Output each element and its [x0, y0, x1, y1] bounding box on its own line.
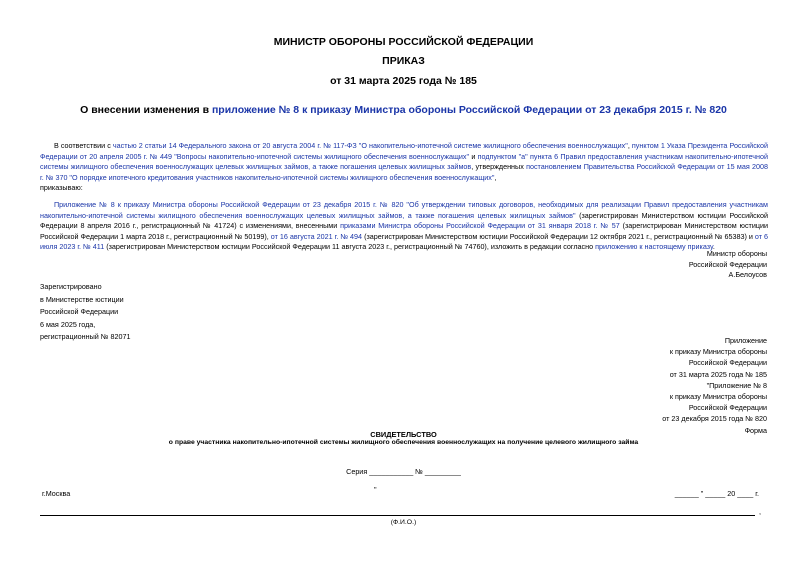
orders-word: приказываю: — [40, 183, 83, 193]
appendix8-link[interactable]: Приложение № 8 к приказу Министра обороны Российской Федерации от 23 декабря 2015 г. № 820 "Об утверждении типовых договоров, необходимых для реализации Правил предоставления участникам накопительно-ипотечной системы жилищного обеспечения военнослужащих целевых жилищных займов, а также погашения целевых жилищных займов" — [40, 200, 768, 220]
order-57-link[interactable]: приказами Министра обороны Российской Федерации от 31 января 2018 г. № 57 — [340, 221, 620, 231]
subject-link[interactable]: приложение № 8 к приказу Министра обороны Российской Федерации от 23 декабря 2015 г. № 820 — [211, 104, 727, 116]
order-494-link[interactable]: от 16 августа 2021 г. № 494 — [270, 231, 363, 241]
fio-underline — [40, 515, 755, 516]
order-paragraph — [40, 200, 768, 253]
signature-name: А.Белоусов — [728, 270, 767, 280]
certificate-title: СВИДЕТЕЛЬСТВО — [370, 430, 437, 439]
rules-link[interactable]: подпунктом "а" пункта 6 Правил предоставления участникам накопительно-ипотечной системы жилищного обеспечения военнослужащих целевых жилищных займов, а также погашения целевых жилищных займов — [40, 151, 768, 172]
resolution-link[interactable]: постановлением Правительства Российской Федерации от 15 мая 2008 г. № 370 "О порядке ипотечного кредитования участников накопительно-ипотечной системы жилищного обеспечения военнослужащих" — [40, 162, 768, 182]
registration-number: регистрационный № 82071 — [40, 332, 131, 342]
certificate-city: г.Москва — [42, 489, 71, 498]
certificate-date-fill: ______ " _____ 20 ____ г. — [674, 489, 759, 498]
preamble-text-5: , — [494, 172, 497, 182]
signature-position-line2: Российской Федерации — [688, 259, 767, 269]
appendix-line5: "Приложение № 8 — [706, 380, 767, 390]
subject-prefix: О внесении изменения в — [80, 104, 212, 116]
appendix-line4: от 31 марта 2025 года № 185 — [669, 369, 767, 379]
document-type: ПРИКАЗ — [382, 55, 425, 67]
appendix-block — [662, 335, 767, 436]
signature-block — [689, 249, 767, 281]
decree-link[interactable]: пунктом 1 Указа Президента Российской Федерации от 20 апреля 2005 г. № 449 "Вопросы накопительно-ипотечной системы жилищного обеспечения военнослужащих" — [40, 141, 769, 161]
registration-block — [40, 281, 130, 344]
appendix-line3: Российской Федерации — [688, 358, 767, 368]
preamble-paragraph — [40, 141, 768, 194]
registration-line3: Российской Федерации — [40, 307, 119, 317]
order-text-5: . — [712, 242, 715, 252]
appendix-line2: к приказу Министра обороны — [669, 347, 767, 357]
preamble-text-3: и — [469, 151, 478, 161]
order-text-3: (зарегистрирован Министерством юстиции Российской Федерации 12 октября 2021 г., регистрационный № 65383) и — [362, 231, 755, 241]
signature-position-line1: Министр обороны — [706, 249, 767, 258]
preamble-text-2: , — [627, 141, 632, 150]
fio-comma: , — [759, 507, 761, 516]
certificate-subtitle: о праве участника накопительно-ипотечной системы жилищного обеспечения военнослужащих на получение целевого жилищного займа — [168, 439, 639, 446]
registration-line1: Зарегистрировано — [40, 282, 102, 291]
registration-line2: в Министерстве юстиции — [40, 294, 124, 304]
official-title: МИНИСТР ОБОРОНЫ РОССИЙСКОЙ ФЕДЕРАЦИИ — [273, 36, 534, 48]
order-411-link[interactable]: от 6 июля 2023 г. № 411 — [40, 231, 768, 252]
order-text-2: (зарегистрирован Министерством юстиции Российской Федерации 1 марта 2018 г., регистрационный № 50199), — [40, 221, 768, 241]
appendix-form-label: Форма — [744, 425, 767, 435]
document-date-number: от 31 марта 2025 года № 185 — [330, 75, 477, 87]
law-link[interactable]: частью 2 статьи 14 Федерального закона от 20 августа 2004 г. № 117-ФЗ "О накопительно-ипотечной системе жилищного обеспечения военнослужащих" — [112, 141, 628, 150]
preamble-text-1: В соответствии с — [54, 141, 113, 150]
appendix-line6: к приказу Министра обороны — [669, 392, 767, 402]
fio-label: (Ф.И.О.) — [390, 519, 417, 526]
appendix-link[interactable]: приложению к настоящему приказу — [595, 242, 713, 252]
appendix-line1: Приложение — [724, 336, 767, 345]
registration-date: 6 мая 2025 года, — [40, 319, 96, 329]
appendix-line8: от 23 декабря 2015 года № 820 — [662, 414, 767, 424]
preamble-text-4: , утвержденных — [471, 162, 527, 172]
certificate-quote-mark: " — [374, 485, 377, 494]
order-text-1: (зарегистрирован Министерством юстиции Российской Федерации 8 апреля 2016 г., регистрационный № 41724) с изменениями, внесенными — [40, 210, 769, 231]
appendix-line7: Российской Федерации — [688, 403, 767, 413]
order-text-4: (зарегистрирован Министерством юстиции Российской Федерации 11 августа 2023 г., регистрационный № 74760), изложить в редакции согласно — [104, 242, 596, 252]
certificate-series-number: Серия ___________ № _________ — [346, 467, 461, 476]
document-subject — [0, 104, 807, 116]
